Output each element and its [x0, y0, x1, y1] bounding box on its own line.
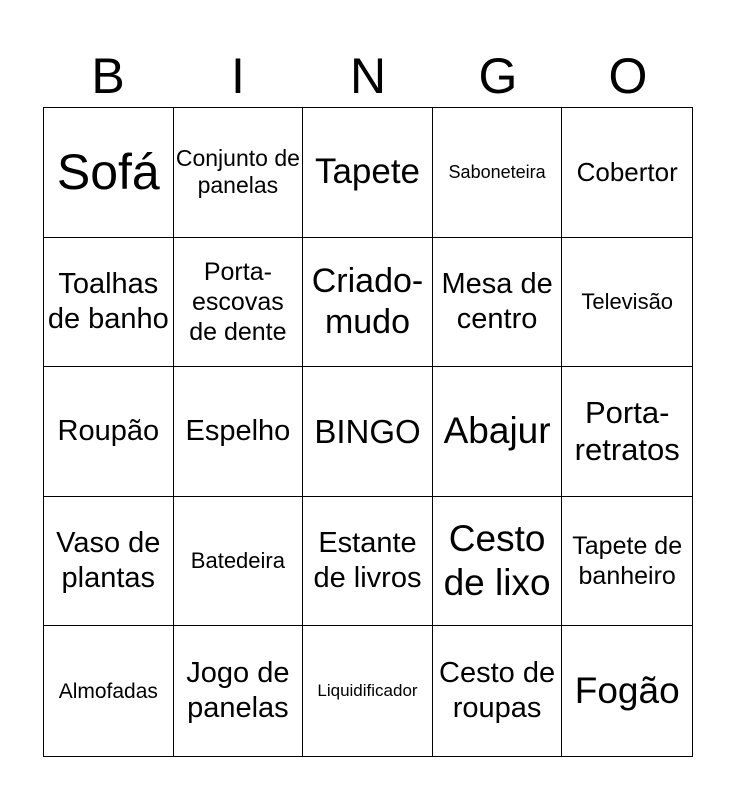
bingo-cell-label: Cobertor — [576, 156, 678, 187]
bingo-cell-r1-c1[interactable] — [174, 238, 304, 368]
bingo-cell-label: Vaso de plantas — [56, 527, 161, 595]
bingo-cell-label: Jogo de panelas — [186, 657, 290, 725]
bingo-cell-r4-c4[interactable] — [562, 626, 692, 756]
bingo-cell-r2-c3[interactable] — [433, 367, 563, 497]
bingo-cell-label: Criado-mudo — [311, 262, 424, 341]
bingo-cell-r1-c3[interactable] — [433, 238, 563, 368]
bingo-cell-r0-c4[interactable] — [562, 108, 692, 238]
bingo-cell-r4-c2[interactable] — [303, 626, 433, 756]
bingo-cell-label: Abajur — [443, 410, 551, 452]
bingo-cell-label: Toalhas de banho — [47, 268, 169, 335]
bingo-cell-label: Cesto de roupas — [439, 657, 556, 725]
bingo-cell-label: Sofá — [56, 144, 160, 201]
bingo-cell-r0-c2[interactable] — [303, 108, 433, 238]
bingo-cell-r0-c3[interactable] — [433, 108, 563, 238]
bingo-cell-r4-c1[interactable] — [174, 626, 304, 756]
header-letter-b: B — [91, 48, 125, 104]
bingo-cell-label: Cesto de lixo — [443, 517, 551, 604]
bingo-cell-label: Porta-retratos — [574, 395, 680, 468]
bingo-cell-label: Roupão — [57, 415, 160, 448]
bingo-cell-r2-c2[interactable] — [303, 367, 433, 497]
bingo-cell-label: Conjunto de panelas — [175, 144, 300, 199]
bingo-cell-r3-c0[interactable] — [44, 497, 174, 627]
bingo-cell-r1-c2[interactable] — [303, 238, 433, 368]
header-letter-n: N — [349, 48, 387, 104]
bingo-cell-r3-c1[interactable] — [174, 497, 304, 627]
bingo-cell-label: Almofadas — [58, 679, 158, 703]
bingo-cell-r2-c1[interactable] — [174, 367, 304, 497]
bingo-cell-label: Estante de livros — [313, 527, 422, 595]
bingo-cell-label: Fogão — [574, 670, 680, 711]
bingo-cell-label: Espelho — [185, 415, 291, 448]
bingo-cell-r1-c0[interactable] — [44, 238, 174, 368]
bingo-cell-label: Liquidificador — [317, 681, 418, 700]
header-letter-o: O — [608, 48, 648, 104]
bingo-cell-label: Porta-escovas de dente — [189, 257, 287, 346]
bingo-cell-r2-c4[interactable] — [562, 367, 692, 497]
bingo-cell-r2-c0[interactable] — [44, 367, 174, 497]
bingo-cell-label: BINGO — [314, 412, 421, 450]
bingo-cell-label: Batedeira — [190, 547, 285, 573]
bingo-cell-label: Tapete — [314, 152, 421, 192]
bingo-cell-label: Mesa de centro — [441, 268, 553, 335]
bingo-cell-r4-c0[interactable] — [44, 626, 174, 756]
bingo-cell-r1-c4[interactable] — [562, 238, 692, 368]
bingo-cell-r0-c1[interactable] — [174, 108, 304, 238]
bingo-header — [43, 44, 693, 108]
header-letter-i: I — [231, 48, 245, 104]
bingo-cell-r4-c3[interactable] — [433, 626, 563, 756]
bingo-cell-r0-c0[interactable] — [44, 108, 174, 238]
bingo-cell-label: Televisão — [581, 288, 674, 314]
bingo-cell-r3-c2[interactable] — [303, 497, 433, 627]
bingo-cell-label: Saboneteira — [448, 161, 546, 182]
bingo-cell-label: Tapete de banheiro — [572, 532, 683, 591]
bingo-cell-r3-c3[interactable] — [433, 497, 563, 627]
bingo-board — [43, 107, 693, 757]
header-letter-g: G — [478, 48, 518, 104]
bingo-cell-r3-c4[interactable] — [562, 497, 692, 627]
